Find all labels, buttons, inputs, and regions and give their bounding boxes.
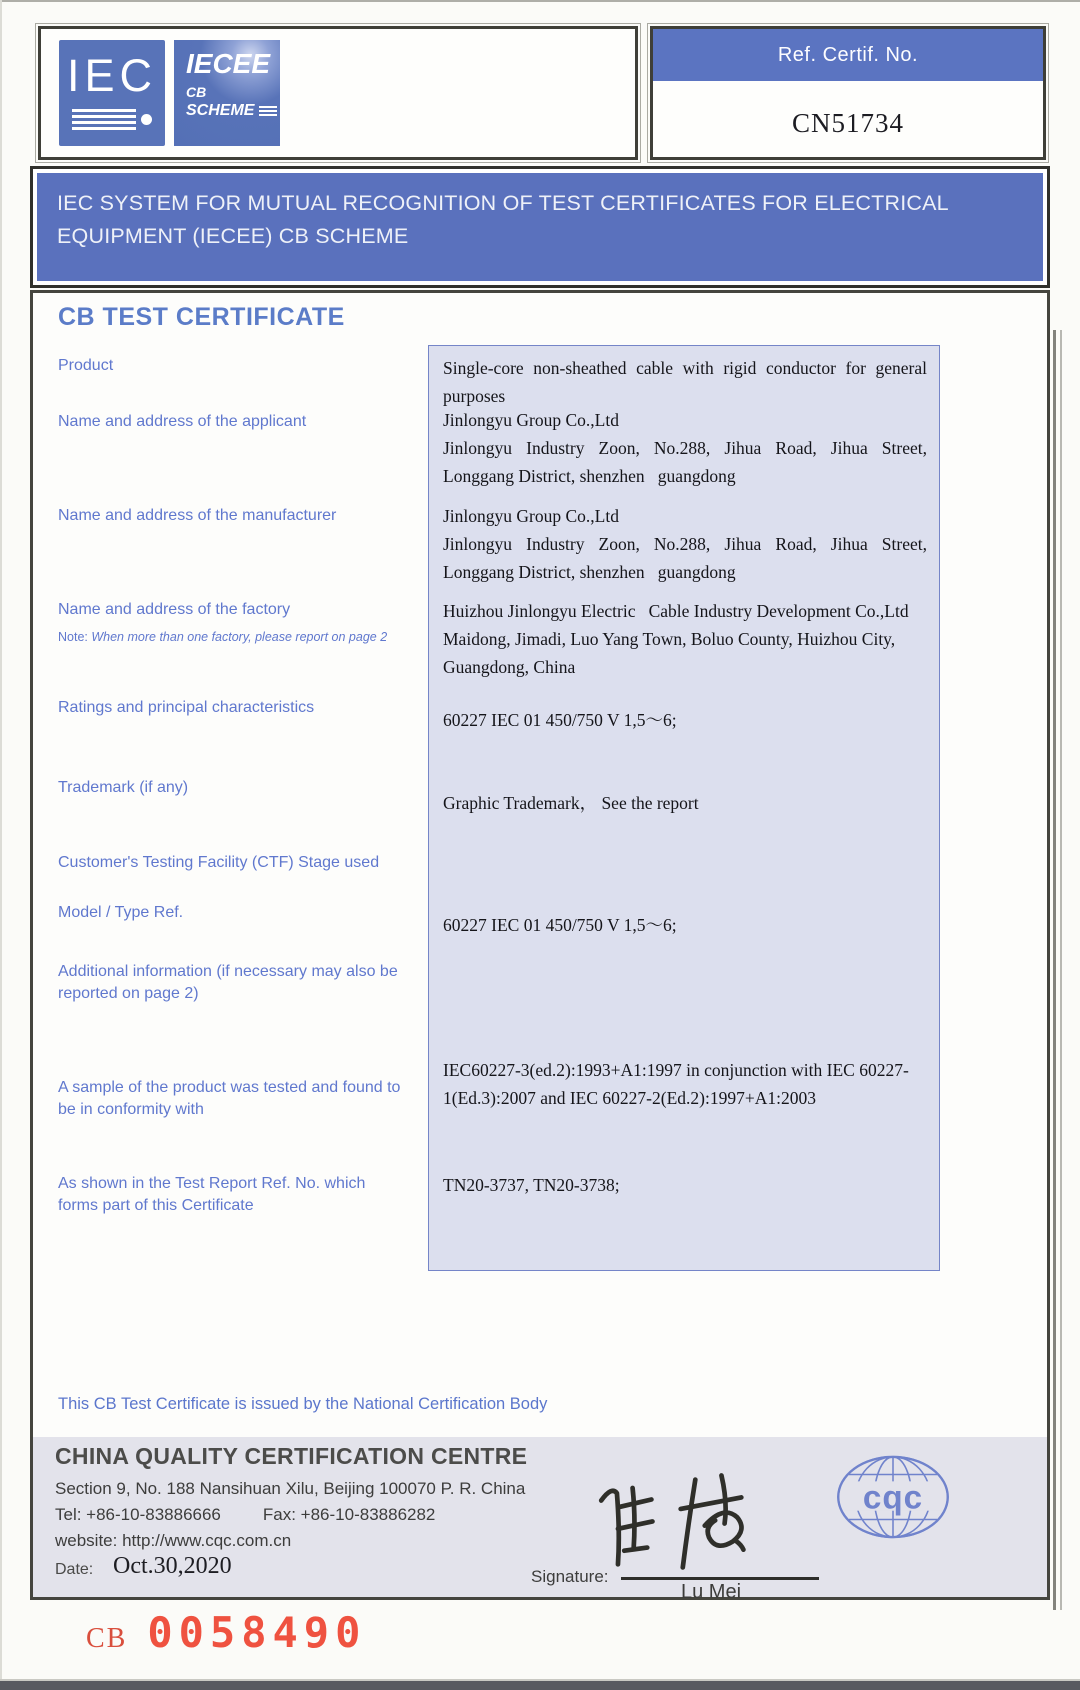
date-value: Oct.30,2020 xyxy=(113,1553,232,1579)
manufacturer-address: Jinlongyu Industry Zoon, No.288, Jihua Road, Jihua Street, Longgang District, shenzhen guangdong xyxy=(443,534,927,582)
field-label-conformity: A sample of the product was tested and found to be in conformity with xyxy=(58,1079,401,1118)
product-value: Single-core non-sheathed cable with rigid conductor for general purposes xyxy=(443,358,927,406)
signature-line xyxy=(621,1577,819,1580)
model-value: 60227 IEC 01 450/750 V 1,5～6; xyxy=(443,915,677,935)
field-label-trademark: Trademark (if any) xyxy=(58,779,189,796)
issuer-fax: Fax: +86-10-83886282 xyxy=(262,1505,436,1524)
factory-address: Maidong, Jimadi, Luo Yang Town, Boluo County, Huizhou City, Guangdong, China xyxy=(443,629,896,677)
iecee-cb-scheme-logo xyxy=(174,40,280,146)
issued-by-line: This CB Test Certificate is issued by the National Certification Body xyxy=(58,1395,548,1413)
issuer-website: website: http://www.cqc.com.cn xyxy=(55,1531,292,1550)
trademark-value: Graphic Trademark， See the report xyxy=(443,793,699,813)
ref-certif-number: CN51734 xyxy=(791,107,904,138)
scan-edge-top xyxy=(0,0,1080,2)
stamp-number: 0058490 xyxy=(147,1608,367,1657)
test-report-value: TN20-3737, TN20-3738; xyxy=(443,1175,620,1195)
issuer-name: CHINA QUALITY CERTIFICATION CENTRE xyxy=(55,1443,528,1469)
factory-name: Huizhou Jinlongyu Electric Cable Industry Development Co.,Ltd xyxy=(443,601,909,621)
field-label-model: Model / Type Ref. xyxy=(58,904,184,921)
date-label: Date: xyxy=(55,1561,94,1578)
svg-text:cqc: cqc xyxy=(862,1479,924,1517)
scan-edge-bottom xyxy=(0,1679,1080,1690)
issuer-tel: Tel: +86-10-83886666 xyxy=(55,1505,221,1524)
applicant-name: Jinlongyu Group Co.,Ltd xyxy=(443,410,619,430)
signature-handwriting xyxy=(578,1465,798,1580)
value-panel xyxy=(428,345,940,1271)
factory-note xyxy=(58,630,458,644)
factory-note-text: When more than one factory, please report on page 2 xyxy=(91,630,388,644)
ref-certif-label: Ref. Certif. No. xyxy=(653,29,1043,81)
factory-note-prefix: Note: xyxy=(58,630,92,644)
scan-edge-right-light xyxy=(1060,330,1062,1610)
iecee-logo-title: IECEE xyxy=(186,48,271,79)
stamp-prefix: CB xyxy=(86,1623,128,1654)
issuer-section xyxy=(33,1437,1047,1603)
issuer-address: Section 9, No. 188 Nansihuan Xilu, Beijing 100070 P. R. China xyxy=(55,1479,526,1498)
iec-logo-lines-icon xyxy=(72,106,152,133)
iecee-logo-scheme xyxy=(186,103,280,119)
ratings-value: 60227 IEC 01 450/750 V 1,5～6; xyxy=(443,710,677,730)
field-label-ctf: Customer's Testing Facility (CTF) Stage used xyxy=(58,854,380,871)
field-label-factory: Name and address of the factory xyxy=(58,601,291,618)
logo-panel xyxy=(38,26,638,160)
iec-logo xyxy=(59,40,165,146)
issuer-telfax xyxy=(55,1505,435,1525)
field-label-test-report: As shown in the Test Report Ref. No. which forms part of this Certificate xyxy=(58,1175,366,1214)
field-label-manufacturer: Name and address of the manufacturer xyxy=(58,507,337,524)
certificate-title: CB TEST CERTIFICATE xyxy=(58,303,345,331)
iecee-logo-cb: CB xyxy=(186,84,207,100)
scan-edge-left xyxy=(0,0,2,1690)
cb-serial-stamp xyxy=(86,1608,366,1657)
certificate-body xyxy=(30,290,1050,1603)
scan-edge-right-dark xyxy=(1053,330,1056,1610)
scheme-banner-text: IEC SYSTEM FOR MUTUAL RECOGNITION OF TEST CERTIFICATES FOR ELECTRICAL EQUIPMENT (IECEE) CB SCHEME xyxy=(37,173,1043,281)
cqc-globe-icon xyxy=(833,1453,953,1541)
manufacturer-name: Jinlongyu Group Co.,Ltd xyxy=(443,506,619,526)
field-label-ratings: Ratings and principal characteristics xyxy=(58,699,315,716)
signature-label: Signature: xyxy=(531,1567,609,1586)
conformity-value: IEC60227-3(ed.2):1993+A1:1997 in conjunction with IEC 60227-1(Ed.3):2007 and IEC 60227-2(Ed.2):1997+A1:2003 xyxy=(443,1060,909,1108)
applicant-address: Jinlongyu Industry Zoon, No.288, Jihua Road, Jihua Street, Longgang District, shenzhen guangdong xyxy=(443,438,927,486)
iec-logo-text: IEC xyxy=(66,50,157,101)
signatory-name: Lu Mei xyxy=(681,1581,742,1603)
iecee-logo-scheme-text: SCHEME xyxy=(186,102,255,119)
field-label-product: Product xyxy=(58,357,114,374)
field-label-applicant: Name and address of the applicant xyxy=(58,413,307,430)
field-label-additional-info: Additional information (if necessary may also be reported on page 2) xyxy=(58,963,398,1002)
scheme-banner xyxy=(30,166,1050,288)
iecee-logo-lines-icon xyxy=(259,104,277,118)
ref-certif-box xyxy=(650,26,1046,160)
